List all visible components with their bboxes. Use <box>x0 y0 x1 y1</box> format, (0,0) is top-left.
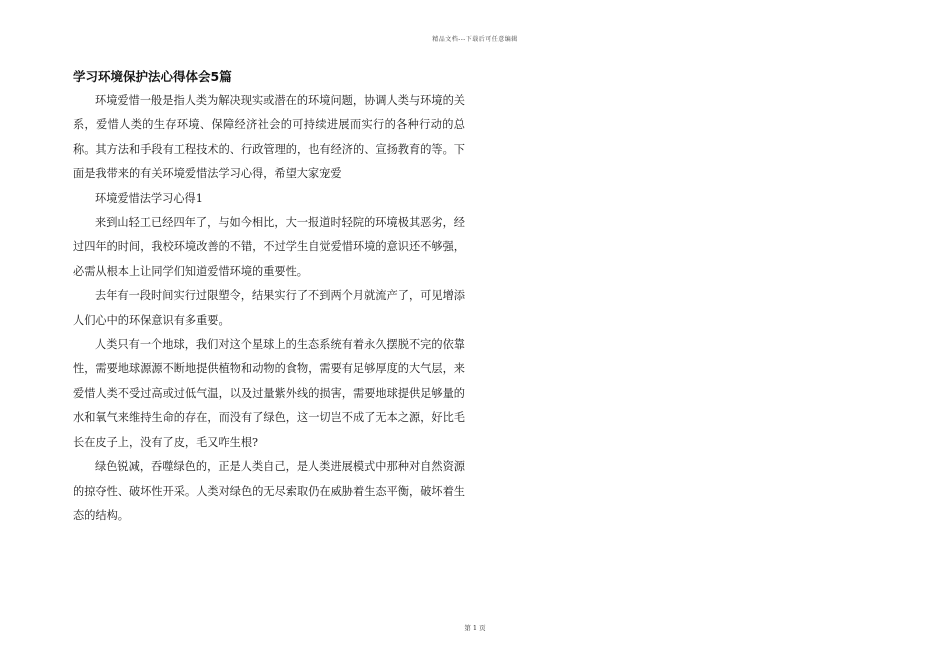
page-number: 第 1 页 <box>464 624 486 632</box>
paragraph-campus: 来到山轻工已经四年了，与如今相比，大一报道时轻院的环境极其恶劣，经过四年的时间，我校环境改善的不错，不过学生自觉爱惜环境的意识还不够强，必需从根本上让同学们知道爱惜环境的重要性。 <box>73 216 465 278</box>
paragraph-section-heading: 环境爱惜法学习心得1 <box>95 191 203 205</box>
document-title: 学习环境保护法心得体会5篇 <box>73 69 232 84</box>
paragraph-plastic-ban: 去年有一段时间实行过限塑令，结果实行了不到两个月就流产了，可见增添人们心中的环保意识有多重要。 <box>73 289 465 327</box>
document-body <box>73 89 465 528</box>
header-note: 精品文档---下载后可任意编辑 <box>432 36 518 43</box>
paragraph-green-loss: 绿色锐减，吞噬绿色的，正是人类自己，是人类进展模式中那种对自然资源的掠夺性、破坏性开采。人类对绿色的无尽索取仍在威胁着生态平衡，破坏着生态的结构。 <box>73 460 465 522</box>
paragraph-one-earth: 人类只有一个地球，我们对这个星球上的生态系统有着永久摆脱不完的依靠性，需要地球源源不断地提供植物和动物的食物，需要有足够厚度的大气层，来爱惜人类不受过高或过低气温，以及过量紫外线的损害，需要地球提供足够量的水和氧气来维持生命的存在，而没有了绿色，这一切岂不成了无本之源，好比毛长在皮子上，没有了皮，毛又咋生根? <box>73 338 465 449</box>
paragraph-intro: 环境爱惜一般是指人类为解决现实或潜在的环境问题，协调人类与环境的关系，爱惜人类的生存环境、保障经济社会的可持续进展而实行的各种行动的总称。其方法和手段有工程技术的、行政管理的，也有经济的、宣扬教育的等。下面是我带来的有关环境爱惜法学习心得，希望大家宠爱 <box>73 94 465 181</box>
